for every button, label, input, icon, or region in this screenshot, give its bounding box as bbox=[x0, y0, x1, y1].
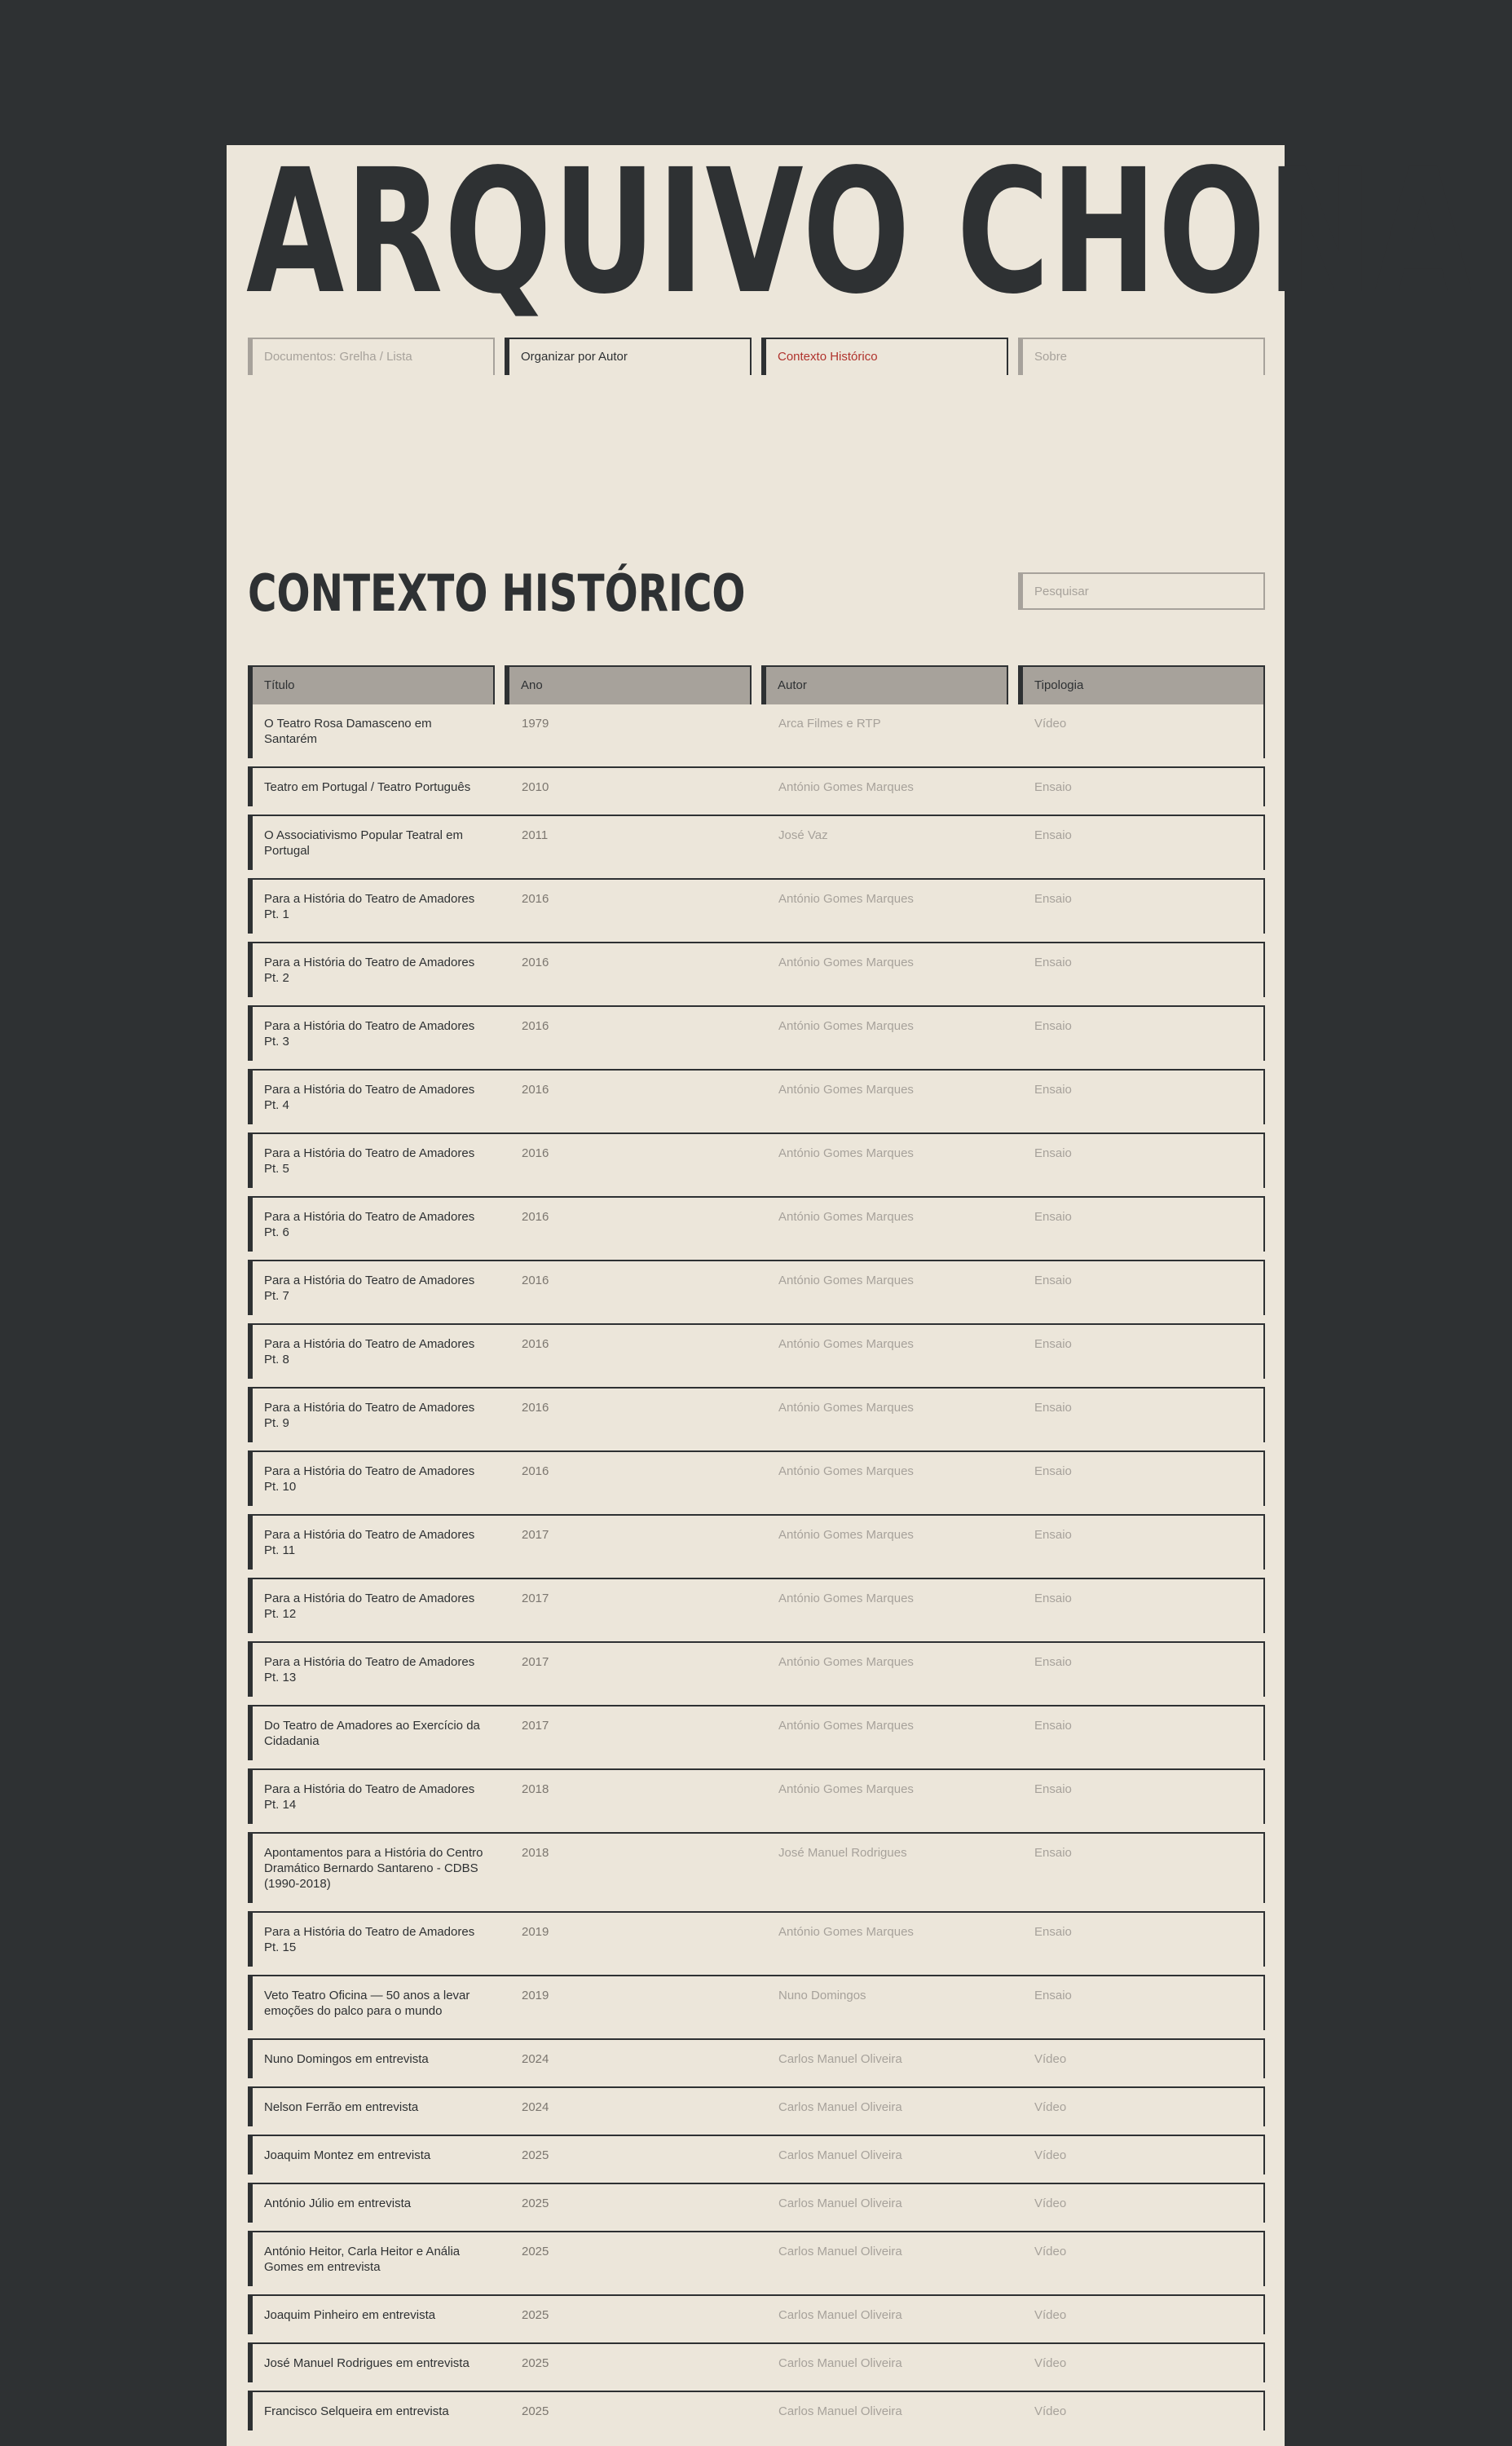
row-year: 2011 bbox=[522, 828, 549, 842]
row-year: 2025 bbox=[522, 2356, 549, 2370]
row-author: Carlos Manuel Oliveira bbox=[778, 2404, 902, 2418]
row-title: Para a História do Teatro de Amadores Pt. 6 bbox=[264, 1210, 475, 1239]
row-type: Ensaio bbox=[1034, 780, 1072, 794]
column-header-titulo[interactable]: Título bbox=[248, 665, 495, 704]
row-author: António Gomes Marques bbox=[778, 1655, 914, 1669]
row-type: Ensaio bbox=[1034, 956, 1072, 969]
row-title: Francisco Selqueira em entrevista bbox=[264, 2404, 449, 2418]
row-year: 2025 bbox=[522, 2308, 549, 2322]
row-title: Apontamentos para a História do Centro Dramático Bernardo Santareno - CDBS (1990-2018) bbox=[264, 1846, 483, 1891]
table-header bbox=[248, 665, 1265, 704]
row-author: António Gomes Marques bbox=[778, 1528, 914, 1542]
row-author: António Gomes Marques bbox=[778, 956, 914, 969]
row-title: Para a História do Teatro de Amadores Pt. 13 bbox=[264, 1655, 475, 1684]
row-type: Vídeo bbox=[1034, 2245, 1067, 2258]
nav-tab-documentos[interactable]: Documentos: Grelha / Lista bbox=[248, 338, 495, 375]
row-year: 2017 bbox=[522, 1528, 549, 1542]
row-title: Para a História do Teatro de Amadores Pt. 2 bbox=[264, 956, 475, 985]
row-author: António Gomes Marques bbox=[778, 1210, 914, 1224]
row-author: António Gomes Marques bbox=[778, 1019, 914, 1033]
row-type: Ensaio bbox=[1034, 1719, 1072, 1733]
nav-tab-organizar-por-autor[interactable]: Organizar por Autor bbox=[505, 338, 752, 375]
row-year: 2016 bbox=[522, 1337, 549, 1351]
row-year: 2019 bbox=[522, 1925, 549, 1939]
table-row[interactable] bbox=[248, 878, 1265, 934]
column-header-tipologia[interactable]: Tipologia bbox=[1018, 665, 1265, 704]
row-title: Para a História do Teatro de Amadores Pt. 4 bbox=[264, 1083, 475, 1112]
row-type: Ensaio bbox=[1034, 1989, 1072, 2002]
row-author: António Gomes Marques bbox=[778, 1274, 914, 1287]
table-row[interactable] bbox=[248, 2391, 1265, 2431]
row-author: António Gomes Marques bbox=[778, 1592, 914, 1605]
row-year: 2018 bbox=[522, 1782, 549, 1796]
row-type: Ensaio bbox=[1034, 892, 1072, 906]
row-year: 2019 bbox=[522, 1989, 549, 2002]
table-row[interactable] bbox=[248, 2086, 1265, 2126]
row-year: 2016 bbox=[522, 956, 549, 969]
table-row[interactable] bbox=[248, 1132, 1265, 1188]
row-author: António Gomes Marques bbox=[778, 1925, 914, 1939]
table-row[interactable] bbox=[248, 2183, 1265, 2223]
row-type: Vídeo bbox=[1034, 2404, 1067, 2418]
table-row[interactable] bbox=[248, 1323, 1265, 1379]
row-title: Nelson Ferrão em entrevista bbox=[264, 2100, 419, 2114]
row-type: Ensaio bbox=[1034, 1925, 1072, 1939]
row-author: Carlos Manuel Oliveira bbox=[778, 2197, 902, 2210]
table-row[interactable] bbox=[248, 1450, 1265, 1506]
row-year: 1979 bbox=[522, 717, 549, 731]
row-type: Vídeo bbox=[1034, 2148, 1067, 2162]
row-title: António Júlio em entrevista bbox=[264, 2197, 412, 2210]
row-author: António Gomes Marques bbox=[778, 1401, 914, 1415]
row-type: Ensaio bbox=[1034, 1146, 1072, 1160]
row-author: António Gomes Marques bbox=[778, 780, 914, 794]
row-title: Para a História do Teatro de Amadores Pt. 9 bbox=[264, 1401, 475, 1430]
row-type: Vídeo bbox=[1034, 2100, 1067, 2114]
table-row[interactable] bbox=[248, 1005, 1265, 1061]
row-type: Ensaio bbox=[1034, 1401, 1072, 1415]
row-year: 2017 bbox=[522, 1655, 549, 1669]
row-type: Ensaio bbox=[1034, 1337, 1072, 1351]
row-author: António Gomes Marques bbox=[778, 1719, 914, 1733]
table-row[interactable] bbox=[248, 2294, 1265, 2334]
row-year: 2018 bbox=[522, 1846, 549, 1860]
row-title: Para a História do Teatro de Amadores Pt. 7 bbox=[264, 1274, 475, 1303]
row-author: António Gomes Marques bbox=[778, 1337, 914, 1351]
row-type: Ensaio bbox=[1034, 1464, 1072, 1478]
row-author: Nuno Domingos bbox=[778, 1989, 866, 2002]
row-title: Para a História do Teatro de Amadores Pt. 3 bbox=[264, 1019, 475, 1049]
table-row[interactable] bbox=[248, 1387, 1265, 1442]
row-title: Para a História do Teatro de Amadores Pt. 5 bbox=[264, 1146, 475, 1176]
search-input[interactable] bbox=[1018, 572, 1265, 610]
row-year: 2024 bbox=[522, 2052, 549, 2066]
table-row[interactable] bbox=[248, 1911, 1265, 1967]
table-row[interactable] bbox=[248, 1514, 1265, 1570]
column-header-ano[interactable]: Ano bbox=[505, 665, 752, 704]
row-type: Ensaio bbox=[1034, 1528, 1072, 1542]
row-year: 2010 bbox=[522, 780, 549, 794]
row-year: 2024 bbox=[522, 2100, 549, 2114]
row-type: Ensaio bbox=[1034, 1083, 1072, 1097]
row-title: Veto Teatro Oficina — 50 anos a levar emoções do palco para o mundo bbox=[264, 1989, 470, 2018]
table-row[interactable] bbox=[248, 2038, 1265, 2078]
table-row[interactable] bbox=[248, 1832, 1265, 1903]
table-row[interactable] bbox=[248, 1641, 1265, 1697]
row-year: 2016 bbox=[522, 1401, 549, 1415]
table-body bbox=[248, 704, 1265, 2431]
row-author: Carlos Manuel Oliveira bbox=[778, 2148, 902, 2162]
row-year: 2025 bbox=[522, 2404, 549, 2418]
table-row[interactable] bbox=[248, 1260, 1265, 1315]
row-author: Carlos Manuel Oliveira bbox=[778, 2356, 902, 2370]
row-author: António Gomes Marques bbox=[778, 1464, 914, 1478]
table-row[interactable] bbox=[248, 942, 1265, 997]
table-row[interactable] bbox=[248, 2135, 1265, 2174]
documents-table bbox=[248, 665, 1265, 2431]
row-title: José Manuel Rodrigues em entrevista bbox=[264, 2356, 469, 2370]
row-year: 2016 bbox=[522, 1464, 549, 1478]
nav-tab-sobre[interactable]: Sobre bbox=[1018, 338, 1265, 375]
table-row[interactable] bbox=[248, 1705, 1265, 1760]
row-title: Joaquim Pinheiro em entrevista bbox=[264, 2308, 436, 2322]
row-type: Vídeo bbox=[1034, 717, 1067, 731]
row-title: Para a História do Teatro de Amadores Pt. 8 bbox=[264, 1337, 475, 1366]
row-author: Carlos Manuel Oliveira bbox=[778, 2245, 902, 2258]
row-title: Do Teatro de Amadores ao Exercício da Cidadania bbox=[264, 1719, 480, 1748]
table-row[interactable] bbox=[248, 704, 1265, 758]
row-type: Ensaio bbox=[1034, 1846, 1072, 1860]
row-title: Para a História do Teatro de Amadores Pt. 1 bbox=[264, 892, 475, 921]
table-row[interactable] bbox=[248, 766, 1265, 806]
row-author: José Manuel Rodrigues bbox=[778, 1846, 907, 1860]
row-author: Arca Filmes e RTP bbox=[778, 717, 881, 731]
row-year: 2016 bbox=[522, 1210, 549, 1224]
row-year: 2025 bbox=[522, 2148, 549, 2162]
row-year: 2025 bbox=[522, 2197, 549, 2210]
row-year: 2016 bbox=[522, 1274, 549, 1287]
table-row[interactable] bbox=[248, 1069, 1265, 1124]
column-header-autor[interactable]: Autor bbox=[761, 665, 1008, 704]
row-author: Carlos Manuel Oliveira bbox=[778, 2052, 902, 2066]
row-author: António Gomes Marques bbox=[778, 1146, 914, 1160]
row-title: O Associativismo Popular Teatral em Portugal bbox=[264, 828, 463, 858]
row-year: 2017 bbox=[522, 1592, 549, 1605]
row-title: Teatro em Portugal / Teatro Português bbox=[264, 780, 471, 794]
row-title: Joaquim Montez em entrevista bbox=[264, 2148, 431, 2162]
row-author: António Gomes Marques bbox=[778, 1083, 914, 1097]
row-type: Vídeo bbox=[1034, 2356, 1067, 2370]
row-author: António Gomes Marques bbox=[778, 892, 914, 906]
row-year: 2016 bbox=[522, 1146, 549, 1160]
row-year: 2025 bbox=[522, 2245, 549, 2258]
table-row[interactable] bbox=[248, 2342, 1265, 2382]
page-container bbox=[227, 132, 1474, 2446]
row-type: Ensaio bbox=[1034, 1592, 1072, 1605]
row-year: 2016 bbox=[522, 892, 549, 906]
section-title: CONTEXTO HISTÓRICO bbox=[248, 563, 746, 623]
row-title: Para a História do Teatro de Amadores Pt. 10 bbox=[264, 1464, 475, 1494]
row-year: 2016 bbox=[522, 1083, 549, 1097]
table-row[interactable] bbox=[248, 1196, 1265, 1252]
table-row[interactable] bbox=[248, 1578, 1265, 1633]
row-type: Vídeo bbox=[1034, 2308, 1067, 2322]
row-title: Para a História do Teatro de Amadores Pt. 14 bbox=[264, 1782, 475, 1812]
row-year: 2016 bbox=[522, 1019, 549, 1033]
table-row[interactable] bbox=[248, 2231, 1265, 2286]
row-author: José Vaz bbox=[778, 828, 828, 842]
table-row[interactable] bbox=[248, 1975, 1265, 2030]
row-title: O Teatro Rosa Damasceno em Santarém bbox=[264, 717, 432, 746]
row-type: Ensaio bbox=[1034, 1019, 1072, 1033]
row-type: Ensaio bbox=[1034, 1274, 1072, 1287]
table-row[interactable] bbox=[248, 815, 1265, 870]
row-author: Carlos Manuel Oliveira bbox=[778, 2100, 902, 2114]
row-title: Para a História do Teatro de Amadores Pt. 15 bbox=[264, 1925, 475, 1954]
row-title: António Heitor, Carla Heitor e Anália Gomes em entrevista bbox=[264, 2245, 461, 2274]
site-title[interactable]: ARQUIVO CHONA bbox=[246, 132, 1474, 332]
row-author: Carlos Manuel Oliveira bbox=[778, 2308, 902, 2322]
row-type: Ensaio bbox=[1034, 828, 1072, 842]
main-nav bbox=[248, 338, 1265, 375]
row-type: Ensaio bbox=[1034, 1782, 1072, 1796]
nav-tab-contexto-historico[interactable]: Contexto Histórico bbox=[761, 338, 1008, 375]
row-type: Vídeo bbox=[1034, 2197, 1067, 2210]
row-title: Para a História do Teatro de Amadores Pt. 11 bbox=[264, 1528, 475, 1557]
row-year: 2017 bbox=[522, 1719, 549, 1733]
row-type: Ensaio bbox=[1034, 1655, 1072, 1669]
row-title: Nuno Domingos em entrevista bbox=[264, 2052, 429, 2066]
row-type: Vídeo bbox=[1034, 2052, 1067, 2066]
row-title: Para a História do Teatro de Amadores Pt. 12 bbox=[264, 1592, 475, 1621]
row-author: António Gomes Marques bbox=[778, 1782, 914, 1796]
row-type: Ensaio bbox=[1034, 1210, 1072, 1224]
table-row[interactable] bbox=[248, 1768, 1265, 1824]
